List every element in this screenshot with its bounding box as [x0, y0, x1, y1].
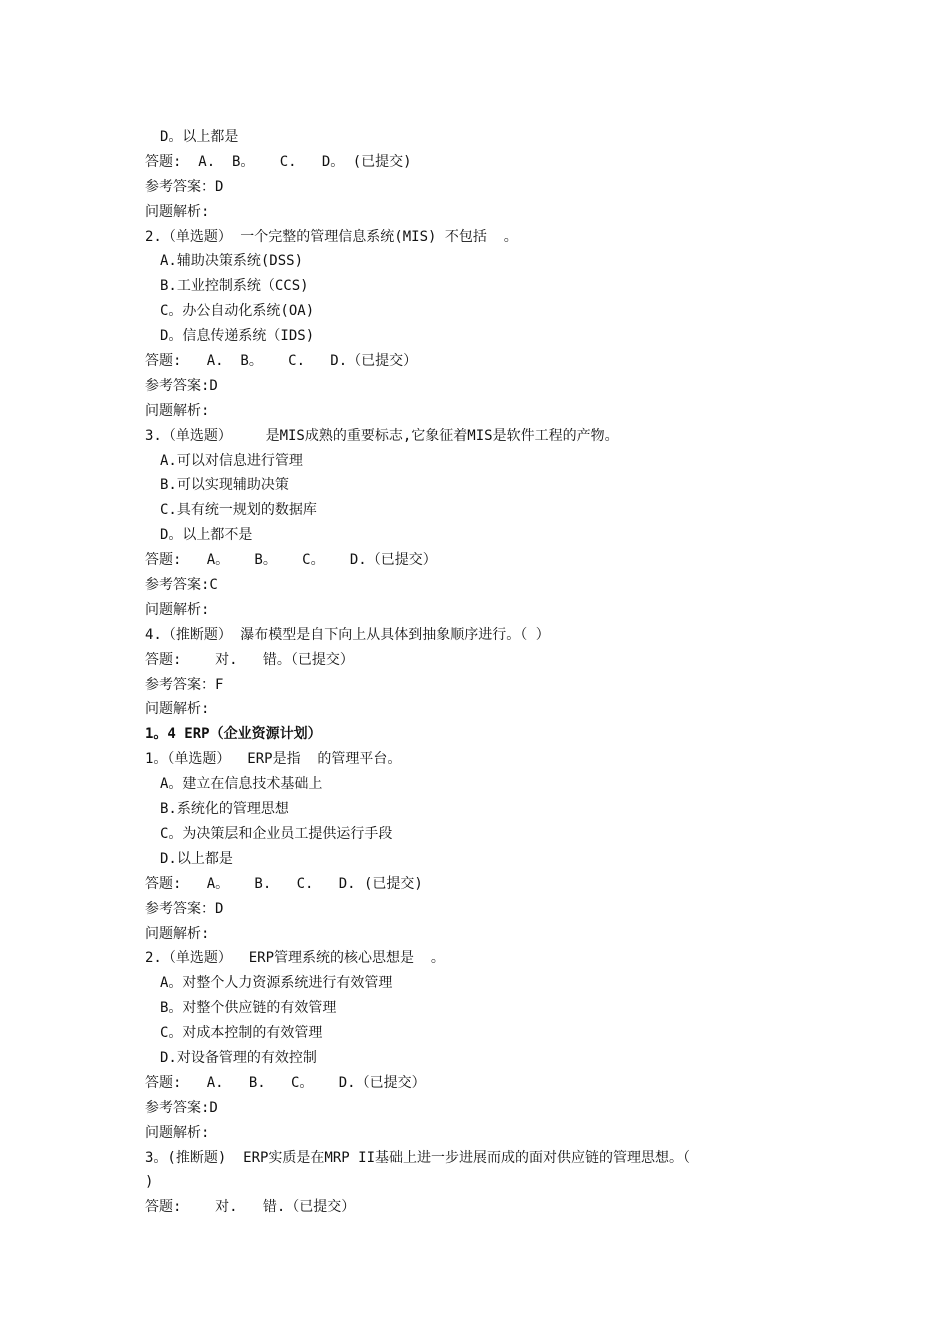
option-line: A。对整个人力资源系统进行有效管理	[160, 975, 393, 992]
reference-answer-line: 参考答案：D	[145, 178, 224, 195]
answer-line: 答题: 对. 错.（已提交）	[145, 1199, 356, 1216]
option-line: A。建立在信息技术基础上	[160, 776, 323, 793]
option-line: C。办公自动化系统(OA)	[160, 303, 315, 320]
answer-line: 答题: A。 B. C. D. (已提交)	[145, 875, 423, 892]
answer-line: 答题: A. B. C。 D.（已提交）	[145, 1074, 426, 1091]
analysis-line: 问题解析:	[145, 203, 210, 220]
question-line: 1。（单选题） ERP是指 的管理平台。	[145, 751, 402, 768]
analysis-line: 问题解析:	[145, 601, 210, 618]
question-line: 4.（推断题） 瀑布模型是自下向上从具体到抽象顺序进行。（ ）	[145, 626, 550, 643]
question-line: 3。(推断题) ERP实质是在MRP II基础上进一步进展而成的面对供应链的管理思想。（	[145, 1149, 691, 1166]
reference-answer-line: 参考答案：F	[145, 676, 224, 693]
analysis-line: 问题解析:	[145, 402, 210, 419]
answer-line: 答题: A. B。 C. D。 (已提交)	[145, 153, 412, 170]
option-line: B。对整个供应链的有效管理	[160, 1000, 337, 1017]
reference-answer-line: 参考答案:C	[145, 577, 218, 594]
question-line: 2.（单选题） 一个完整的管理信息系统(MIS) 不包括 。	[145, 228, 518, 245]
question-line: 2.（单选题） ERP管理系统的核心思想是 。	[145, 950, 445, 967]
option-line: B.可以实现辅助决策	[160, 477, 289, 494]
analysis-line: 问题解析:	[145, 925, 210, 942]
option-line: A.辅助决策系统(DSS)	[160, 253, 304, 270]
question-line: )	[145, 1174, 154, 1191]
option-line: C。对成本控制的有效管理	[160, 1025, 323, 1042]
option-line: B.工业控制系统（CCS)	[160, 278, 309, 295]
option-line: D。以上都是	[160, 129, 239, 145]
option-line: A.可以对信息进行管理	[160, 452, 303, 469]
option-line: C.具有统一规划的数据库	[160, 502, 317, 519]
section-heading: 1。4 ERP（企业资源计划）	[145, 726, 322, 743]
reference-answer-line: 参考答案:D	[145, 1099, 218, 1116]
answer-line: 答题: 对. 错。（已提交）	[145, 651, 354, 668]
reference-answer-line: 参考答案:D	[145, 377, 218, 394]
question-line: 3.（单选题） 是MIS成熟的重要标志,它象征着MIS是软件工程的产物。	[145, 427, 619, 444]
option-line: C。为决策层和企业员工提供运行手段	[160, 825, 393, 842]
option-line: D。信息传递系统（IDS)	[160, 328, 315, 345]
answer-line: 答题: A。 B。 C。 D.（已提交）	[145, 552, 437, 569]
option-line: D。以上都不是	[160, 527, 253, 544]
option-line: D.以上都是	[160, 850, 233, 867]
analysis-line: 问题解析:	[145, 701, 210, 718]
option-line: B.系统化的管理思想	[160, 801, 289, 818]
option-line: D.对设备管理的有效控制	[160, 1049, 317, 1066]
document-body	[145, 125, 825, 1220]
answer-line: 答题: A. B。 C. D.（已提交）	[145, 353, 418, 370]
analysis-line: 问题解析:	[145, 1124, 210, 1141]
reference-answer-line: 参考答案：D	[145, 900, 224, 917]
